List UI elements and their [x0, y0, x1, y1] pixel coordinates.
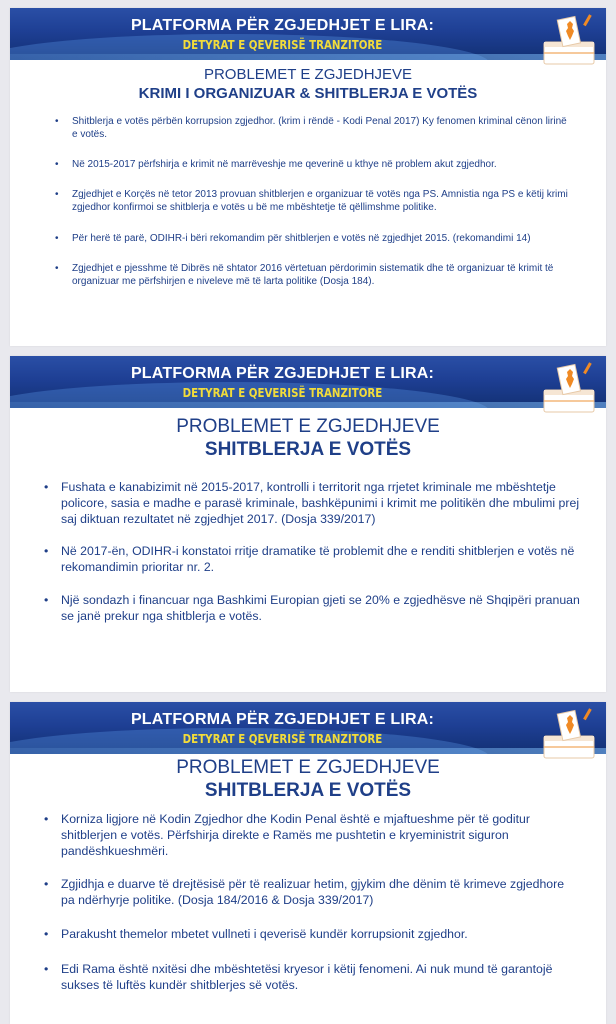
list-item: • Parakusht themelor mbetet vullneti i qeverisë kundër korrupsionit zgjedhor.	[61, 927, 581, 943]
list-item: • Edi Rama është nxitësi dhe mbështetësi kryesor i këtij fenomeni. Ai nuk mund të garantojë sukses të luftës kundër shitblerjes së votës.	[61, 962, 581, 994]
slide-heading: PROBLEMET E ZGJEDHJEVE	[176, 416, 440, 437]
ballot-box-icon	[538, 706, 600, 762]
slide-subheading: SHITBLERJA E VOTËS	[204, 780, 412, 801]
banner-title: PLATFORMA PËR ZGJEDHJET E LIRA:	[130, 711, 435, 728]
slide-subheading: SHITBLERJA E VOTËS	[204, 439, 412, 460]
list-item: • Në 2017-ën, ODIHR-i konstatoi rritje dramatike të problemit dhe e renditi shitblerjen e votës në rekomandimin prioritar nr. 2.	[61, 544, 581, 576]
banner-title: PLATFORMA PËR ZGJEDHJET E LIRA:	[130, 365, 435, 382]
banner-title: PLATFORMA PËR ZGJEDHJET E LIRA:	[130, 17, 435, 34]
slide-banner	[10, 8, 606, 60]
slide-heading: PROBLEMET E ZGJEDHJEVE	[203, 66, 413, 83]
banner-subtitle: DETYRAT E QEVERISË TRANZITORE	[182, 731, 383, 746]
ballot-box-icon	[538, 12, 600, 68]
slide-banner	[10, 702, 606, 754]
list-item: • Zgjedhjet e pjesshme të Dibrës në shtator 2016 vërtetuan përdorimin sistematik dhe të organizuar të krimit të organizuar me përfshirjen e niveleve më të larta politike (Dosja 184).	[72, 262, 572, 288]
list-item: • Shitblerja e votës përbën korrupsion zgjedhor. (krim i rëndë - Kodi Penal 2017) Ky fenomen kriminal cënon lirinë e votës.	[72, 115, 572, 141]
slide-banner	[10, 356, 606, 408]
slide-heading: PROBLEMET E ZGJEDHJEVE	[176, 757, 440, 778]
slide-1	[10, 8, 606, 346]
list-item: • Fushata e kanabizimit në 2015-2017, kontrolli i territorit nga rrjetet kriminale me mbështetje policore, sasia e madhe e parasë kriminale, bashkëpunimi i krimit me politikën dhe mbulimi prej saj diktuan rezultatet në zgjedhjet 2017. (Dosja 339/2017)	[61, 480, 581, 528]
banner-subtitle: DETYRAT E QEVERISË TRANZITORE	[182, 37, 383, 52]
list-item: • Për herë të parë, ODIHR-i bëri rekomandim për shitblerjen e votës në zgjedhjet 2015. (rekomandimi 14)	[72, 232, 572, 245]
slide-2	[10, 356, 606, 692]
list-item: • Zgjedhjet e Korçës në tetor 2013 provuan shitblerjen e organizuar të votës nga PS. Amnistia nga PS e këtij krimi zgjedhor konfirmoi se shitblerja e votës u bë me mbështetje të qëllimshme politike.	[72, 188, 572, 214]
ballot-box-icon	[538, 360, 600, 416]
list-item: • Zgjidhja e duarve të drejtësisë për të realizuar hetim, gjykim dhe dënim të krimeve zgjedhore pa ndërhyrje politike. (Dosja 184/2016 & Dosja 339/2017)	[61, 877, 581, 909]
list-item: • Një sondazh i financuar nga Bashkimi Europian gjeti se 20% e zgjedhësve në Shqipëri pranuan se janë prekur nga shitblerja e votës.	[61, 593, 581, 625]
list-item: • Në 2015-2017 përfshirja e krimit në marrëveshje me qeverinë u kthye në problem akut zgjedhor.	[72, 158, 572, 171]
slide-subheading: KRIMI I ORGANIZUAR & SHITBLERJA E VOTËS	[138, 85, 478, 102]
banner-subtitle: DETYRAT E QEVERISË TRANZITORE	[182, 385, 383, 400]
slide-3	[10, 702, 606, 1024]
list-item: • Korniza ligjore në Kodin Zgjedhor dhe Kodin Penal është e mjaftueshme për të goditur shitblerjen e votës. Përfshirja direkte e Ramës me pushtetin e kryeministrit siguron pandëshkueshmëri.	[61, 812, 581, 860]
